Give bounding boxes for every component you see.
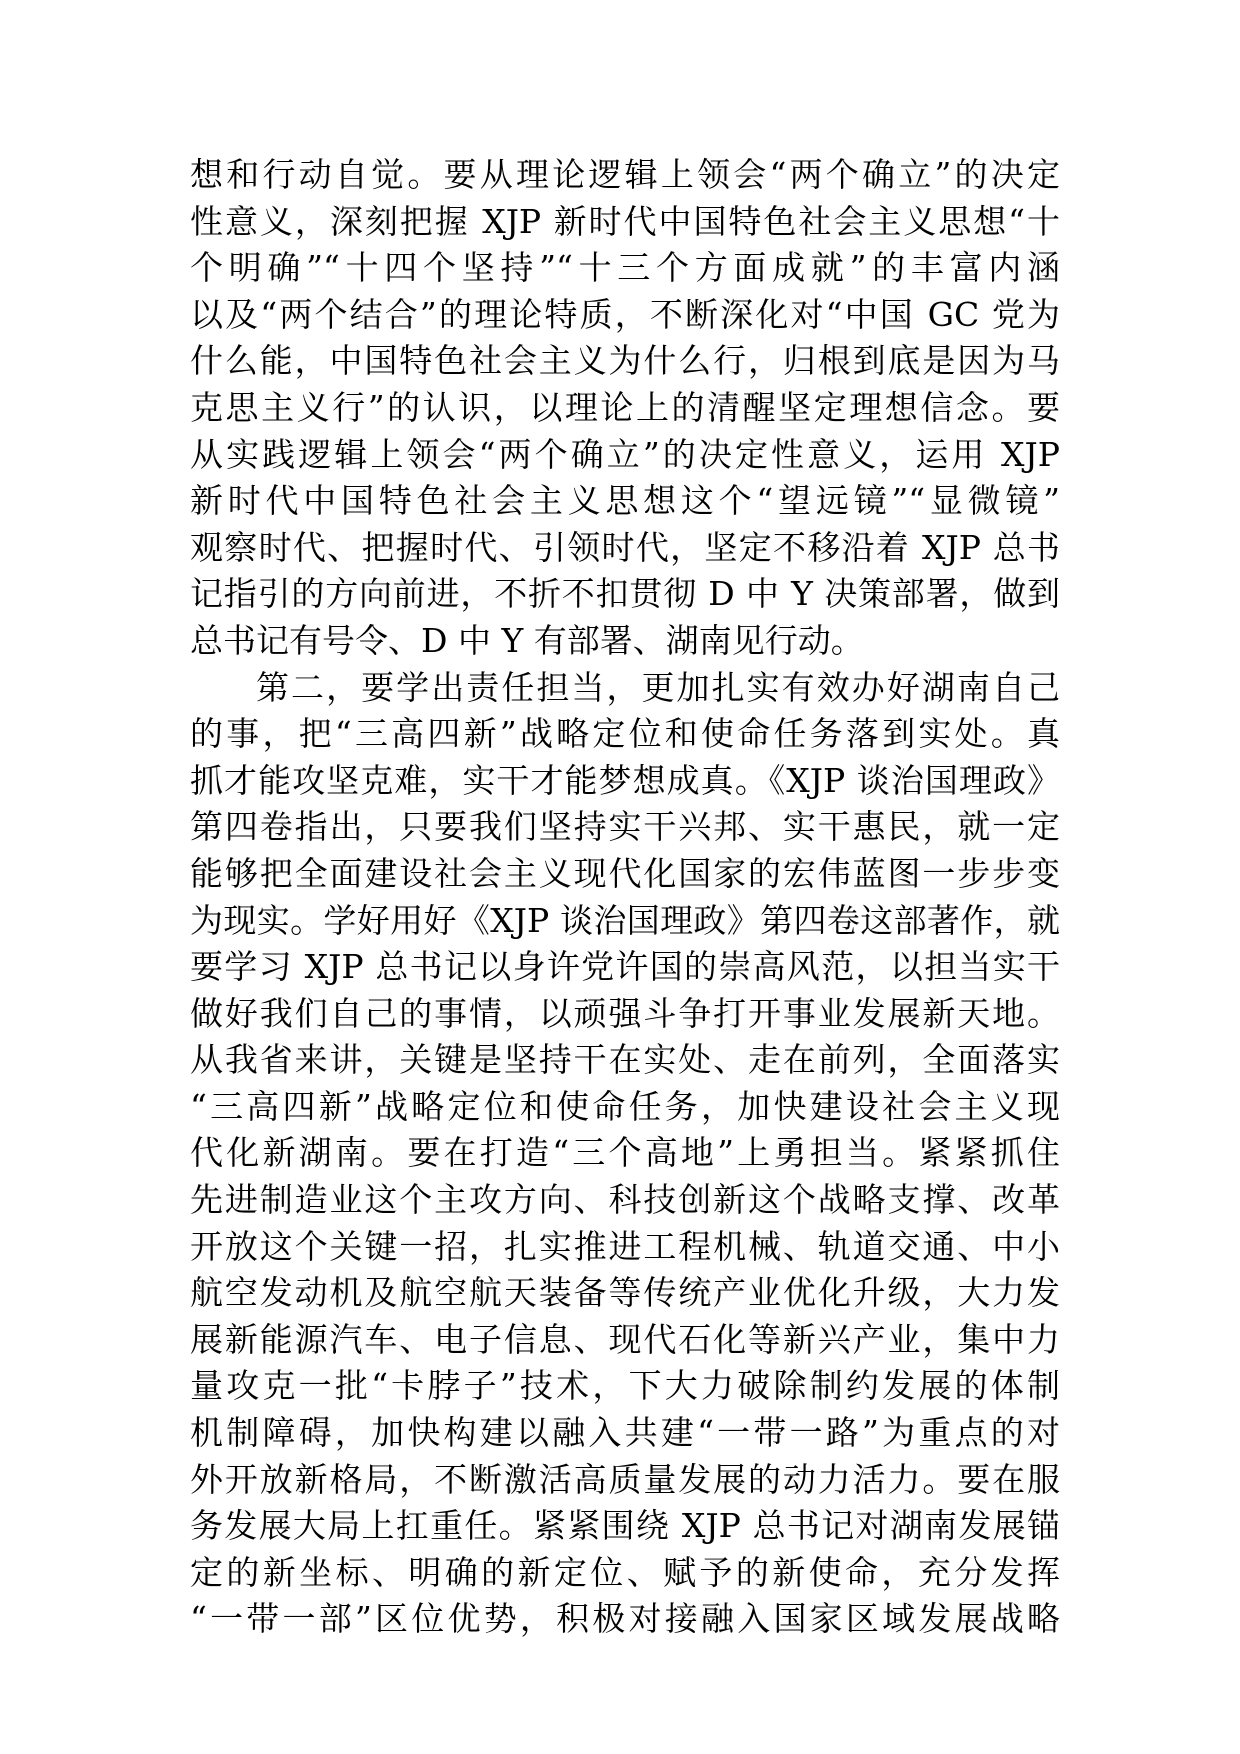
text-line: “一带一部”区位优势，积极对接融入国家区域发展战略 [190, 1599, 1060, 1639]
text-line: 什么能，中国特色社会主义为什么行，归根到底是因为马 [190, 341, 1060, 381]
text-line: “三高四新”战略定位和使命任务，加快建设社会主义现 [190, 1086, 1060, 1126]
text-line: 个明确”“十四个坚持”“十三个方面成就”的丰富内涵 [190, 248, 1060, 288]
paragraph-end-line: 总书记有号令、D 中 Y 有部署、湖南见行动。 [190, 620, 864, 660]
text-line: 新时代中国特色社会主义思想这个“望远镜”“显微镜” [190, 481, 1060, 521]
text-line: 代化新湖南。要在打造“三个高地”上勇担当。紧紧抓住 [190, 1133, 1060, 1173]
text-line: 量攻克一批“卡脖子”技术，下大力破除制约发展的体制 [190, 1366, 1060, 1406]
text-line: 航空发动机及航空航天装备等传统产业优化升级，大力发 [190, 1273, 1060, 1313]
text-line: 第四卷指出，只要我们坚持实干兴邦、实干惠民，就一定 [190, 807, 1060, 847]
text-line: 抓才能攻坚克难，实干才能梦想成真。《XJP 谈治国理政》 [190, 760, 1060, 800]
paragraph-start-line: 第二，要学出责任担当，更加扎实有效办好湖南自己 [256, 667, 1060, 707]
text-line: 开放这个关键一招，扎实推进工程机械、轨道交通、中小 [190, 1226, 1060, 1266]
text-line: 从我省来讲，关键是坚持干在实处、走在前列，全面落实 [190, 1040, 1060, 1080]
text-line: 的事，把“三高四新”战略定位和使命任务落到实处。真 [190, 714, 1060, 754]
text-line: 务发展大局上扛重任。紧紧围绕 XJP 总书记对湖南发展锚 [190, 1506, 1060, 1546]
text-line: 性意义，深刻把握 XJP 新时代中国特色社会主义思想“十 [190, 201, 1060, 241]
text-line: 机制障碍，加快构建以融入共建“一带一路”为重点的对 [190, 1413, 1060, 1453]
body-text [190, 152, 1060, 1643]
text-line: 做好我们自己的事情，以顽强斗争打开事业发展新天地。 [190, 993, 1060, 1033]
text-line: 要学习 XJP 总书记以身许党许国的崇高风范，以担当实干 [190, 947, 1060, 987]
text-line: 展新能源汽车、电子信息、现代石化等新兴产业，集中力 [190, 1319, 1060, 1359]
text-line: 为现实。学好用好《XJP 谈治国理政》第四卷这部著作，就 [190, 900, 1060, 940]
text-line: 以及“两个结合”的理论特质，不断深化对“中国 GC 党为 [190, 294, 1060, 334]
text-line: 记指引的方向前进，不折不扣贯彻 D 中 Y 决策部署，做到 [190, 574, 1060, 614]
text-line: 观察时代、把握时代、引领时代，坚定不移沿着 XJP 总书 [190, 527, 1060, 567]
text-line: 能够把全面建设社会主义现代化国家的宏伟蓝图一步步变 [190, 853, 1060, 893]
text-line: 想和行动自觉。要从理论逻辑上领会“两个确立”的决定 [190, 155, 1060, 194]
text-line: 定的新坐标、明确的新定位、赋予的新使命，充分发挥 [190, 1552, 1060, 1592]
text-line: 先进制造业这个主攻方向、科技创新这个战略支撑、改革 [190, 1180, 1060, 1220]
text-line: 从实践逻辑上领会“两个确立”的决定性意义，运用 XJP [190, 434, 1060, 474]
text-line: 克思主义行”的认识，以理论上的清醒坚定理想信念。要 [190, 387, 1060, 427]
text-line: 外开放新格局，不断激活高质量发展的动力活力。要在服 [190, 1459, 1060, 1499]
